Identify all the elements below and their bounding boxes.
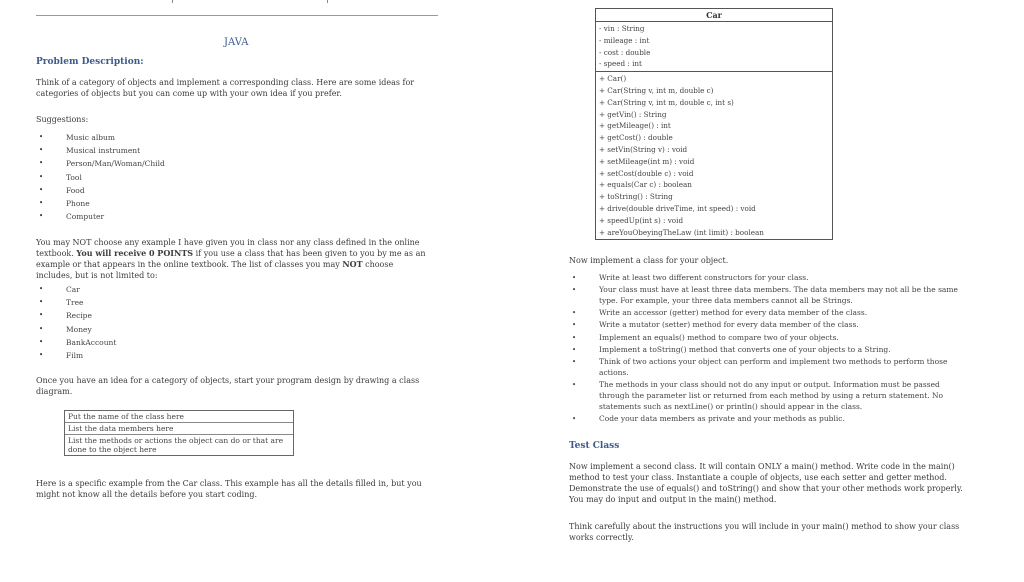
class-diagram-template	[64, 410, 294, 456]
uml-fields	[596, 22, 832, 72]
list-item: • Music album	[36, 131, 336, 144]
intro-paragraph: Think of a category of objects and implement a corresponding class. Here are some ideas for categories of objects but you can come up with your own idea if you prefer.	[36, 78, 415, 98]
uml-method: + getVin() : String	[599, 109, 667, 119]
uml-method: + Car(String v, int m, double c)	[599, 85, 714, 95]
uml-methods	[596, 72, 832, 239]
uml-field: - mileage : int	[599, 35, 650, 45]
uml-method: + areYouObeyingTheLaw (int limit) : boolean	[599, 227, 764, 237]
list-item: • Code your data members as private and your methods as public.	[569, 414, 969, 425]
implement-intro: Now implement a class for your object.	[569, 256, 729, 265]
excluded-classes-list	[36, 283, 336, 362]
list-item: • Tree	[36, 296, 336, 309]
test-class-paragraph: Now implement a second class. It will contain ONLY a main() method. Write code in the main() method to test your class. Instantiate a couple of objects, use each setter and getter method. Demonstrate the use of equals() and toString() and show that your other methods work properly. You may do input and output in the main() method.	[569, 462, 963, 504]
list-item: • Think of two actions your object can perform and implement two methods to perform those actions.	[569, 357, 969, 379]
final-paragraph: Think carefully about the instructions you will include in your main() method to show your class works correctly.	[569, 522, 960, 542]
top-tick	[172, 0, 173, 3]
uml-method: + setCost(double c) : void	[599, 168, 694, 178]
suggestions-list	[36, 131, 336, 223]
list-item: • Your class must have at least three data members. The data members may not all be the same type. For example, your three data members cannot all be Strings.	[569, 285, 969, 307]
uml-method: + getMileage() : int	[599, 121, 671, 131]
problem-heading: Problem Description:	[36, 57, 144, 67]
document-title: JAVA	[224, 37, 249, 48]
uml-method: + equals(Car c) : boolean	[599, 180, 692, 190]
example-paragraph: Here is a specific example from the Car class. This example has all the details filled in, but you might not know all the details before you start coding.	[36, 479, 422, 499]
requirements-list	[569, 273, 969, 426]
uml-method: + Car()	[599, 74, 627, 84]
test-class-heading: Test Class	[569, 441, 620, 451]
suggestions-label: Suggestions:	[36, 115, 89, 124]
uml-method: + setVin(String v) : void	[599, 144, 688, 154]
uml-class-diagram	[595, 8, 833, 240]
left-page	[0, 0, 470, 582]
uml-method: + setMileage(int m) : void	[599, 156, 695, 166]
page-gap	[471, 0, 555, 582]
list-item: • Musical instrument	[36, 144, 336, 157]
right-page	[555, 0, 1024, 582]
warning-paragraph: You may NOT choose any example I have given you in class nor any class defined in the online textbook. You will receive 0 POINTS if you use a class that has been given to you by me as an example or that appears in the online textbook. The list of classes you may NOT choose includes, but is not limited to:	[36, 238, 426, 280]
diagram-row-methods: List the methods or actions the object can do or that are done to the object here	[65, 434, 293, 455]
list-item: • Tool	[36, 171, 336, 184]
list-item: • Implement an equals() method to compare two of your objects.	[569, 333, 969, 344]
uml-method: + speedUp(int s) : void	[599, 215, 684, 225]
uml-class-name: Car	[596, 9, 832, 22]
list-item: • Write an accessor (getter) method for every data member of the class.	[569, 308, 969, 319]
list-item: • Car	[36, 283, 336, 296]
top-tick	[327, 0, 328, 3]
list-item: • Recipe	[36, 309, 336, 322]
uml-method: + Car(String v, int m, double c, int s)	[599, 97, 734, 107]
uml-field: - vin : String	[599, 24, 645, 33]
diagram-row-members: List the data members here	[65, 422, 293, 434]
list-item: • Person/Man/Woman/Child	[36, 157, 336, 170]
list-item: • Computer	[36, 210, 336, 223]
uml-method: + drive(double driveTime, int speed) : void	[599, 203, 756, 213]
list-item: • Phone	[36, 197, 336, 210]
list-item: • Film	[36, 349, 336, 362]
design-paragraph: Once you have an idea for a category of objects, start your program design by drawing a class diagram.	[36, 376, 420, 396]
uml-field: - cost : double	[599, 47, 651, 57]
list-item: • Food	[36, 184, 336, 197]
uml-method: + toString() : String	[599, 192, 673, 202]
diagram-row-name: Put the name of the class here	[68, 412, 184, 421]
list-item: • Implement a toString() method that converts one of your objects to a String.	[569, 345, 969, 356]
list-item: • The methods in your class should not do any input or output. Information must be passed through the parameter list or returned from each method by using a return statement. No statements such as nextLine() or println() should appear in the class.	[569, 380, 969, 412]
uml-method: + getCost() : double	[599, 133, 673, 143]
list-item: • Write a mutator (setter) method for every data member of the class.	[569, 320, 969, 331]
header-rule	[36, 15, 438, 16]
list-item: • Write at least two different constructors for your class.	[569, 273, 969, 284]
list-item: • Money	[36, 323, 336, 336]
list-item: • BankAccount	[36, 336, 336, 349]
uml-field: - speed : int	[599, 59, 642, 69]
